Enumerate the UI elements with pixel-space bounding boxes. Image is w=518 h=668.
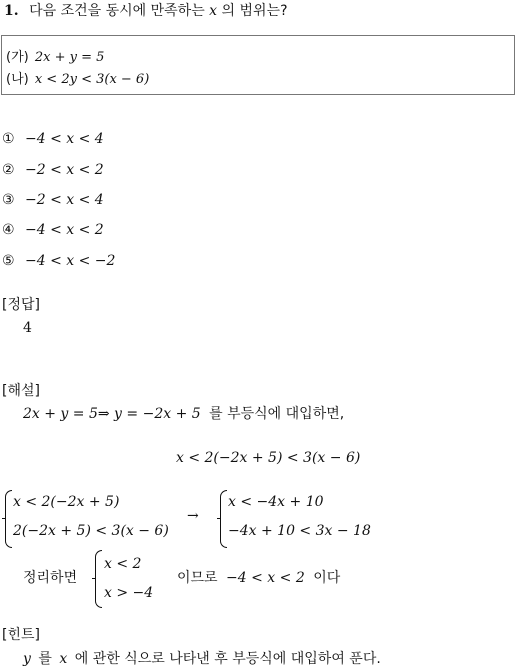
system-final-line1: x < 2	[104, 556, 142, 572]
choice-mark: ②	[2, 162, 15, 178]
explanation-line1	[23, 403, 344, 423]
hint-var-x: x	[59, 651, 68, 667]
arrow: →	[187, 508, 199, 524]
hint-line	[23, 648, 381, 668]
explanation-line1-text: 를 부등식에 대입하면,	[209, 406, 345, 422]
summary-math: −4 < x < 2	[226, 570, 305, 586]
choice-math: −4 < x < −2	[25, 253, 116, 269]
answer-value: 4	[23, 320, 32, 336]
summary-tail	[177, 567, 340, 587]
question-number: 1.	[4, 3, 19, 19]
choice-5	[2, 253, 115, 269]
system-final-line2: x > −4	[104, 585, 154, 601]
condition-math: 2x + y = 5	[34, 50, 105, 65]
brace-left	[5, 490, 12, 548]
choice-math: −2 < x < 2	[25, 162, 104, 178]
condition-math: x < 2y < 3(x − 6)	[34, 72, 150, 87]
choice-math: −2 < x < 4	[25, 192, 104, 208]
hint-text1: 를	[38, 651, 52, 667]
answer-header: [정답]	[2, 297, 40, 313]
summary-prefix: 정리하면	[23, 570, 78, 586]
question-var: x	[209, 3, 218, 19]
hint-text2: 에 관한 식으로 나타낸 후 부등식에 대입하여 푼다.	[74, 651, 381, 667]
system-left-line2: 2(−2x + 5) < 3(x − 6)	[13, 523, 169, 539]
hint-var-y: y	[23, 651, 31, 667]
summary-mid: 이므로	[177, 570, 218, 586]
brace-tip	[217, 518, 221, 519]
brace-final	[95, 550, 102, 608]
explanation-centered-inequality: x < 2(−2x + 5) < 3(x − 6)	[176, 450, 361, 466]
hint-header: [힌트]	[2, 627, 40, 643]
choice-mark: ④	[2, 222, 15, 238]
brace-tip	[2, 518, 6, 519]
condition-label: (나)	[6, 72, 29, 87]
explanation-header: [해설]	[2, 383, 40, 399]
question-text-before: 다음 조건을 동시에 만족하는	[29, 3, 205, 19]
brace-right	[220, 490, 227, 548]
system-right-line1: x < −4x + 10	[228, 494, 324, 510]
choice-mark: ③	[2, 192, 15, 208]
explanation-line1-math: 2x + y = 5⇒ y = −2x + 5	[23, 406, 201, 422]
choice-math: −4 < x < 2	[25, 222, 104, 238]
system-right-line2: −4x + 10 < 3x − 18	[228, 523, 371, 539]
choice-math: −4 < x < 4	[25, 131, 104, 147]
condition-na	[6, 68, 149, 87]
choice-mark: ①	[2, 131, 15, 147]
condition-ga	[6, 46, 104, 65]
choice-3	[2, 192, 104, 208]
choice-2	[2, 162, 104, 178]
brace-tip	[92, 578, 96, 579]
condition-label: (가)	[6, 50, 29, 65]
system-left-line1: x < 2(−2x + 5)	[13, 494, 120, 510]
summary-suffix: 이다	[313, 570, 341, 586]
choice-4	[2, 222, 104, 238]
question-text-after: 의 범위는?	[221, 3, 288, 19]
choice-1	[2, 131, 104, 147]
choice-mark: ⑤	[2, 253, 15, 269]
question-line	[4, 0, 288, 20]
